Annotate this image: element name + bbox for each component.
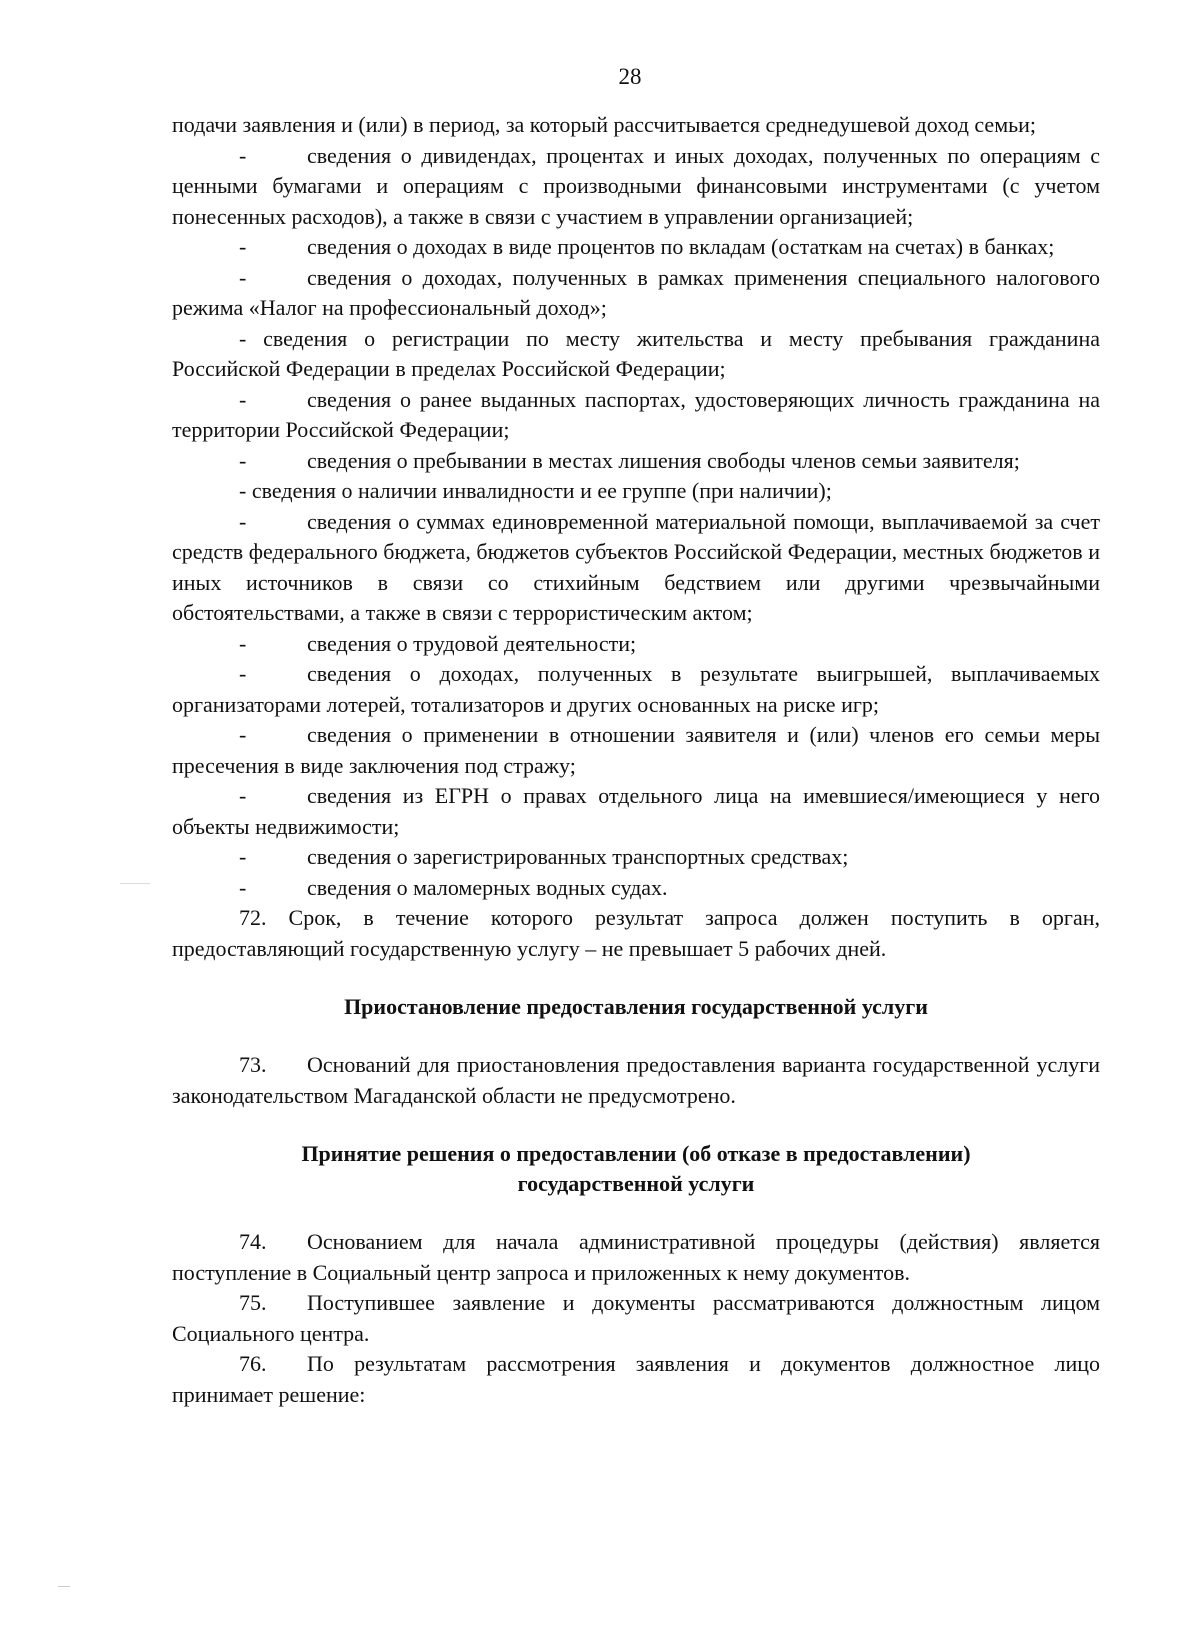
paragraph-text: сведения из ЕГРН о правах отдельного лица на имевшиеся/имеющиеся у него объекты недвижимости; bbox=[172, 783, 1100, 839]
paragraph-text: сведения о пребывании в местах лишения свободы членов семьи заявителя; bbox=[307, 447, 1020, 473]
list-item bbox=[172, 385, 1100, 446]
paragraph-text: - сведения о регистрации по месту жительства и месту пребывания гражданина Российской Федерации в пределах Российской Федерации; bbox=[172, 325, 1100, 381]
list-dash: - bbox=[239, 142, 247, 168]
list-item bbox=[172, 873, 1100, 904]
paragraph-text: сведения о дивидендах, процентах и иных доходах, полученных по операциям с ценными бумагами и операциям с производными финансовыми инструментами (с учетом понесенных расходов), а также в связи с участием в управлении организацией; bbox=[172, 142, 1100, 229]
list-dash: - bbox=[239, 844, 247, 869]
numbered-paragraph bbox=[172, 1227, 1100, 1288]
paragraph-group-sources bbox=[172, 110, 1100, 964]
paragraph-text: сведения о доходах, полученных в рамках применения специального налогового режима «Налог на профессиональный доход»; bbox=[172, 264, 1100, 320]
list-dash: - bbox=[239, 386, 247, 412]
paragraph-number: 75. bbox=[239, 1290, 267, 1315]
heading-line: Принятие решения о предоставлении (об отказе в предоставлении) bbox=[301, 1141, 971, 1166]
list-item bbox=[172, 659, 1100, 720]
paragraph-number: 74. bbox=[239, 1229, 267, 1254]
heading-line: государственной услуги bbox=[517, 1171, 755, 1196]
paragraph-text: подачи заявления и (или) в период, за который рассчитывается среднедушевой доход семьи; bbox=[172, 112, 1037, 137]
paragraph-group-decision bbox=[172, 1227, 1100, 1410]
paragraph-text: Основанием для начала административной процедуры (действия) является поступление в Социальный центр запроса и приложенных к нему документов. bbox=[172, 1229, 1100, 1285]
list-dash: - bbox=[239, 508, 247, 534]
numbered-paragraph bbox=[172, 1288, 1100, 1349]
list-dash: - bbox=[239, 447, 247, 473]
list-item bbox=[172, 629, 1100, 660]
paragraph-text: сведения о суммах единовременной материальной помощи, выплачиваемой за счет средств федерального бюджета, бюджетов субъектов Российской Федерации, местных бюджетов и иных источников в связи со стихийным бедствием или другими чрезвычайными обстоятельствами, а также в связи с террористическим актом; bbox=[172, 508, 1100, 625]
paragraph-text: Поступившее заявление и документы рассматриваются должностным лицом Социального центра. bbox=[172, 1290, 1100, 1346]
list-dash: - bbox=[239, 264, 247, 290]
paragraph-text: сведения о зарегистрированных транспортных средствах; bbox=[307, 844, 849, 869]
paragraph-group-suspension bbox=[172, 1050, 1100, 1111]
list-item bbox=[172, 141, 1100, 233]
list-item bbox=[172, 781, 1100, 842]
list-dash: - bbox=[239, 630, 247, 656]
page-content bbox=[172, 110, 1100, 1410]
list-item bbox=[172, 446, 1100, 477]
page-number: 28 bbox=[618, 64, 642, 89]
paragraph-text: По результатам рассмотрения заявления и документов должностное лицо принимает решение: bbox=[172, 1351, 1100, 1407]
paragraph-text: сведения о маломерных водных судах. bbox=[307, 874, 668, 900]
numbered-paragraph bbox=[172, 1349, 1100, 1410]
paragraph-text: - сведения о наличии инвалидности и ее группе (при наличии); bbox=[239, 478, 832, 503]
paragraph-text: сведения о доходах, полученных в результате выигрышей, выплачиваемых организаторами лотерей, тотализаторов и других основанных на риске игр; bbox=[172, 661, 1100, 717]
paragraph-text: сведения о трудовой деятельности; bbox=[307, 630, 637, 656]
list-item bbox=[172, 263, 1100, 324]
list-item bbox=[172, 720, 1100, 781]
paragraph-number: 76. bbox=[239, 1351, 267, 1376]
list-dash: - bbox=[239, 234, 247, 259]
paragraph bbox=[172, 110, 1100, 141]
paragraph-text: сведения о доходах в виде процентов по вкладам (остаткам на счетах) в банках; bbox=[307, 234, 1055, 259]
paragraph-number: 73. bbox=[239, 1052, 267, 1077]
list-dash: - bbox=[239, 661, 247, 686]
list-dash: - bbox=[239, 874, 247, 900]
list-item bbox=[172, 507, 1100, 629]
section-heading-suspension bbox=[172, 992, 1100, 1022]
section-heading-decision bbox=[172, 1139, 1100, 1199]
paragraph-text: 72. Срок, в течение которого результат запроса должен поступить в орган, предоставляющий государственную услугу – не превышает 5 рабочих дней. bbox=[172, 905, 1100, 961]
heading-text: Приостановление предоставления государственной услуги bbox=[344, 994, 928, 1019]
list-item bbox=[172, 842, 1100, 873]
scan-artifact bbox=[58, 1586, 70, 1587]
paragraph-text: Оснований для приостановления предоставления варианта государственной услуги законодательством Магаданской области не предусмотрено. bbox=[172, 1052, 1100, 1108]
list-item bbox=[172, 476, 1100, 507]
scan-artifact bbox=[120, 883, 150, 884]
list-item bbox=[172, 232, 1100, 263]
paragraph-text: сведения о применении в отношении заявителя и (или) членов его семьи меры пресечения в виде заключения под стражу; bbox=[172, 722, 1100, 778]
list-dash: - bbox=[239, 783, 247, 808]
list-item bbox=[172, 903, 1100, 964]
list-dash: - bbox=[239, 722, 247, 747]
list-item bbox=[172, 324, 1100, 385]
paragraph-text: сведения о ранее выданных паспортах, удостоверяющих личность гражданина на территории Российской Федерации; bbox=[172, 386, 1100, 442]
numbered-paragraph bbox=[172, 1050, 1100, 1111]
